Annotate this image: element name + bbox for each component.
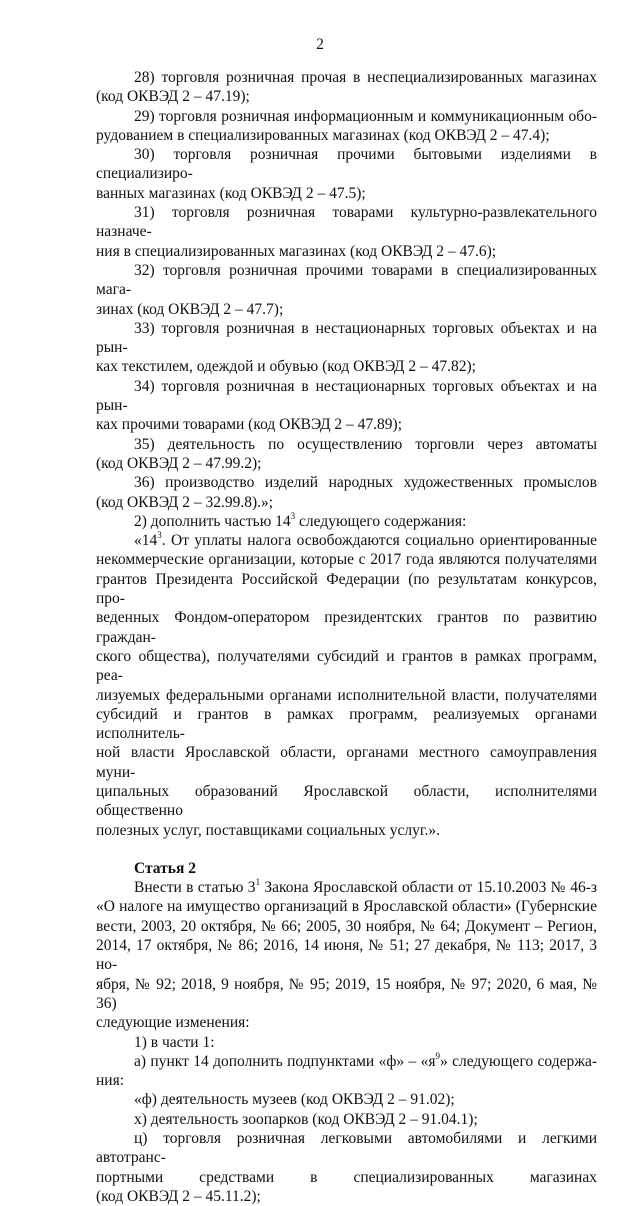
item-34-line1: 34) торговля розничная в нестационарных торговых объектах и на рын- xyxy=(96,377,597,415)
section-gap xyxy=(96,840,597,859)
part-14-line3: грантов Президента Российской Федерации (по результатам конкурсов, про- xyxy=(96,570,597,608)
part-14-line2: некоммерческие организации, которые с 2017 года являются получателями xyxy=(96,551,597,569)
item-28-line1: 28) торговля розничная прочая в неспециализированных магазинах xyxy=(134,69,597,86)
item-28-line2: (код ОКВЭД 2 – 47.19); xyxy=(96,88,250,106)
page-body xyxy=(96,68,597,1206)
article-2-intro-line1: Внести в статью $3^1$ Закона Ярославской области от 15.10.2003 № 46-з xyxy=(134,877,597,897)
article-2-intro-line2: «О налоге на имущество организаций в Ярославской области» (Губернские xyxy=(96,898,597,916)
item-30-line1: 30) торговля розничная прочими бытовыми изделиями в специализиро- xyxy=(96,146,597,183)
part-14-line7: субсидий и грантов в рамках программ, реализуемых органами исполнитель- xyxy=(96,705,597,743)
item-31-line1: 31) торговля розничная товарами культурно-развлекательного назначе- xyxy=(96,204,597,241)
article-2-intro-line3: вести, 2003, 20 октября, № 66; 2005, 30 ноября, № 64; Документ – Регион, xyxy=(96,917,597,935)
sub-point-a-line1: а) пункт 14 дополнить подпунктами «ф» – «$я^9$» следующего содержа- xyxy=(134,1050,597,1070)
sub-item-ts-line2: портными средствами в специализированных магазинах xyxy=(96,1168,597,1186)
page-number: 2 xyxy=(316,36,324,53)
article-2-title: Статья 2 xyxy=(134,859,196,877)
item-36-line2: (код ОКВЭД 2 – 32.99.8).»; xyxy=(96,493,274,511)
item-31-line2: ния в специализированных магазинах (код ОКВЭД 2 – 47.6); xyxy=(96,242,497,260)
part-14-line6: лизуемых федеральными органами исполнительной власти, получателями xyxy=(96,686,597,704)
part-14-line9: ципальных образований Ярославской области, исполнителями общественно xyxy=(96,782,597,820)
article-2-intro-line5: ября, № 92; 2018, 9 ноября, № 95; 2019, 15 ноября, № 97; 2020, 6 мая, № 36) xyxy=(96,975,597,1012)
part-14-line1: «$14^3$. От уплаты налога освобождаются социально ориентированные xyxy=(134,529,597,550)
part-14-line8: ной власти Ярославской области, органами местного самоуправления муни- xyxy=(96,744,597,781)
item-29-line1: 29) торговля розничная информационным и коммуникационным обо- xyxy=(134,107,597,125)
item-29-line2: рудованием в специализированных магазинах (код ОКВЭД 2 – 47.4); xyxy=(96,126,550,144)
part-14-line5: ского общества), получателями субсидий и грантов в рамках программ, реа- xyxy=(96,647,597,685)
sub-point-a-line2: ния: xyxy=(96,1072,125,1090)
part-14-line4: веденных Фондом-оператором президентских грантов по развитию граждан- xyxy=(96,609,597,646)
sub-item-ts-line1: ц) торговля розничная легковыми автомобилями и легкими автотранс- xyxy=(96,1130,597,1167)
item-35-line1: 35) деятельность по осуществлению торговли через автоматы xyxy=(134,435,597,453)
sub-item-h: х) деятельность зоопарков (код ОКВЭД 2 – 91.04.1); xyxy=(134,1110,478,1128)
sub-item-f: «ф) деятельность музеев (код ОКВЭД 2 – 91.02); xyxy=(134,1091,455,1109)
item-35-line2: (код ОКВЭД 2 – 47.99.2); xyxy=(96,454,262,472)
article-2-intro-line6: следующие изменения: xyxy=(96,1014,250,1032)
part-14-line10: полезных услуг, поставщиками социальных услуг.». xyxy=(96,821,441,839)
article-2-intro-line4: 2014, 17 октября, № 86; 2016, 14 июня, № 51; 27 декабря, № 113; 2017, 3 но- xyxy=(96,937,597,974)
sub-point-1: 1) в части 1: xyxy=(134,1033,215,1051)
point-2: 2) дополнить частью $14^3$ следующего содержания: xyxy=(134,510,467,530)
item-34-line2: ках прочими товарами (код ОКВЭД 2 – 47.89); xyxy=(96,416,402,434)
item-32-line2: зинах (код ОКВЭД 2 – 47.7); xyxy=(96,300,284,318)
item-32-line1: 32) торговля розничная прочими товарами в специализированных мага- xyxy=(96,261,597,299)
item-33-line1: 33) торговля розничная в нестационарных торговых объектах и на рын- xyxy=(96,319,597,357)
item-36-line1: 36) производство изделий народных художественных промыслов xyxy=(134,474,597,492)
sub-item-ts-line3: (код ОКВЭД 2 – 45.11.2); xyxy=(96,1187,261,1205)
item-30-line2: ванных магазинах (код ОКВЭД 2 – 47.5); xyxy=(96,184,366,202)
item-33-line2: ках текстилем, одеждой и обувью (код ОКВЭД 2 – 47.82); xyxy=(96,358,476,376)
